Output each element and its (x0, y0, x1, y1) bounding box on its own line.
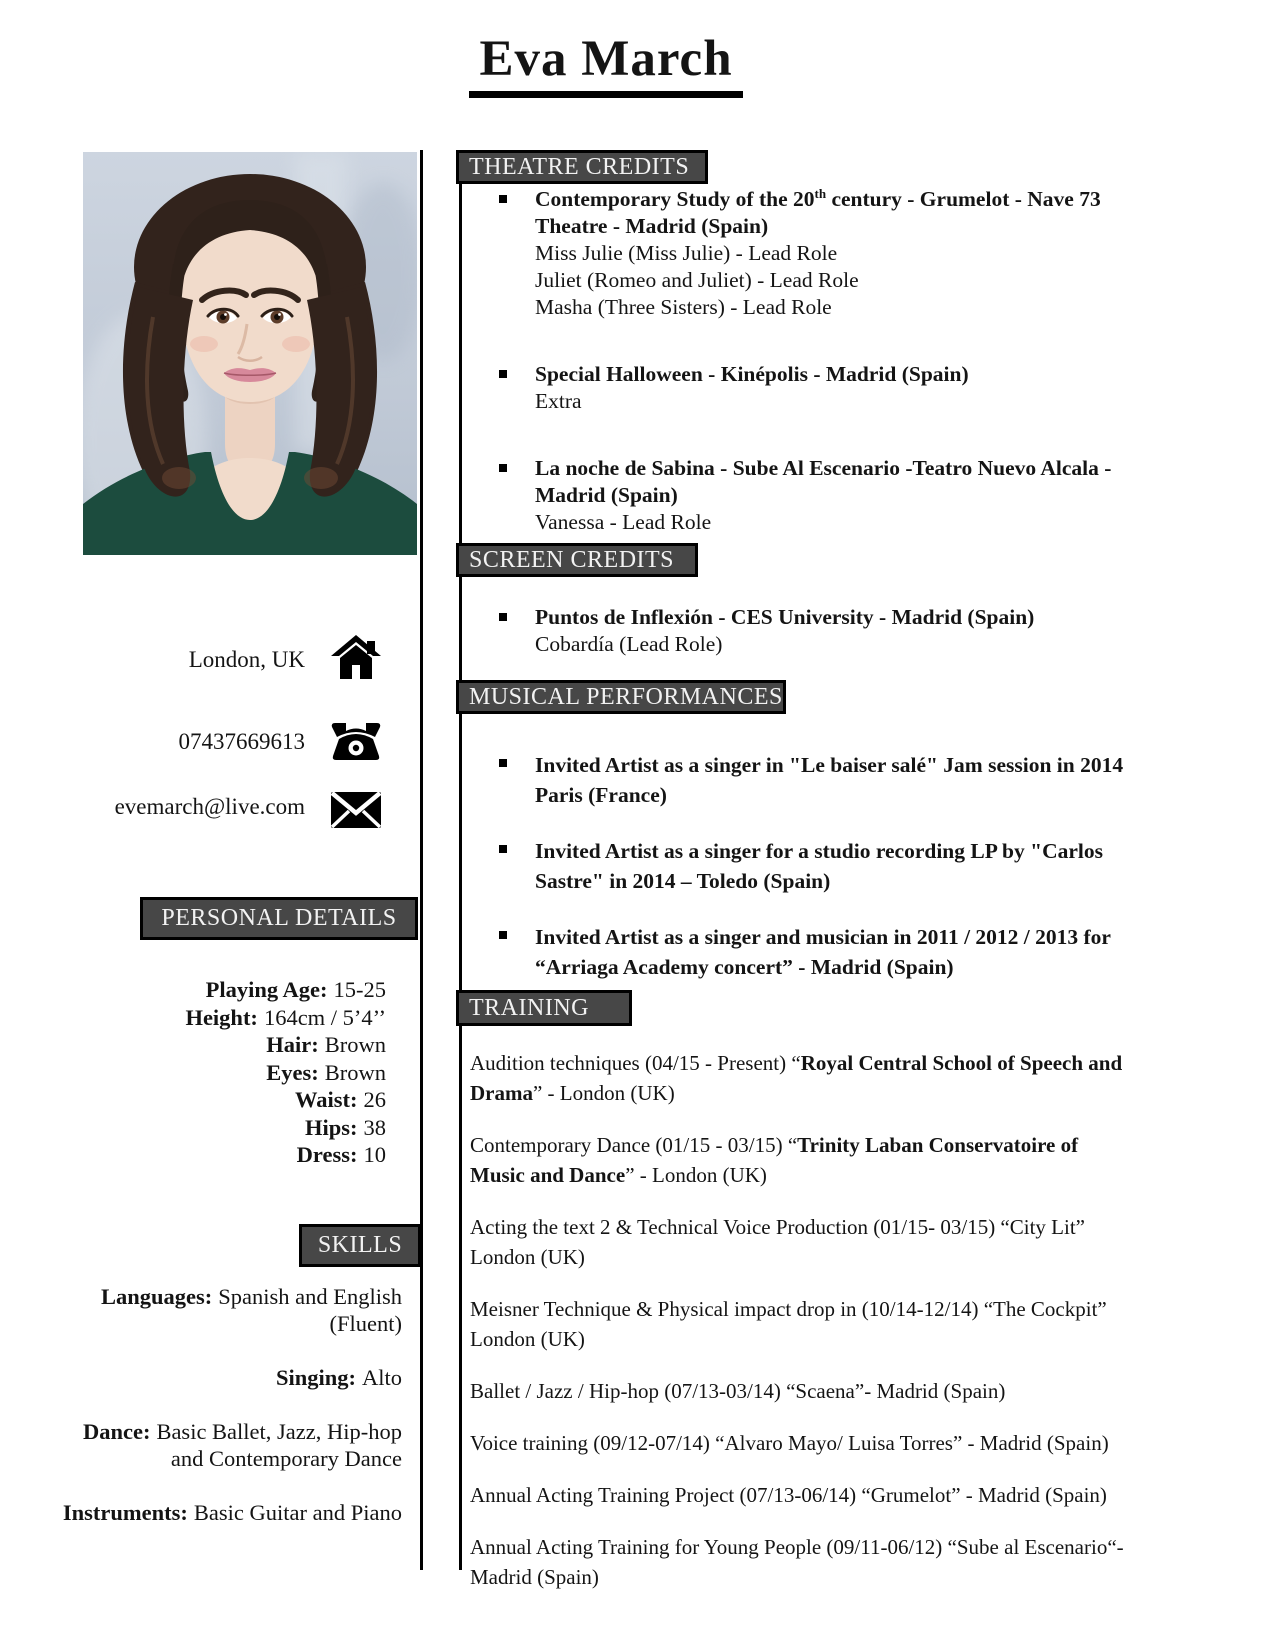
personal-detail-item (60, 1031, 386, 1059)
credit-title: La noche de Sabina - Sube Al Escenario -Teatro Nuevo Alcala - Madrid (Spain) (535, 456, 1112, 507)
credit-roles (535, 509, 1117, 536)
section-heading-skills (299, 1224, 421, 1267)
section-heading-theatre-credits (456, 150, 708, 184)
training-list (470, 1048, 1130, 1614)
skill-item (60, 1283, 402, 1337)
bullet-icon (499, 759, 507, 767)
detail-label: Hips: (304, 1114, 358, 1140)
credit-role-line: Cobardía (Lead Role) (535, 632, 723, 656)
page-title: Eva March (469, 30, 742, 98)
section-heading-musical-performances (456, 680, 786, 714)
musical-heading: MUSICAL PERFORMANCES (469, 683, 783, 710)
theatre-credits-list (497, 186, 1117, 576)
credit-title: Special Halloween - Kinépolis - Madrid (Spain) (535, 362, 969, 386)
personal-detail-item (60, 976, 386, 1004)
home-icon (330, 634, 382, 682)
personal-detail-item (60, 1141, 386, 1169)
personal-details-heading: PERSONAL DETAILS (161, 905, 397, 931)
screen-credit-item (497, 604, 1137, 658)
credit-title: Puntos de Inflexión - CES University - Madrid (Spain) (535, 605, 1035, 629)
credit-role-line: Extra (535, 389, 582, 413)
contact-email: evemarch@live.com (114, 794, 305, 819)
skill-label: Instruments: (62, 1500, 188, 1525)
training-item: Audition techniques (04/15 - Present) “Royal Central School of Speech and Drama” - London (UK) (470, 1051, 1123, 1105)
detail-label: Height: (185, 1004, 258, 1030)
skill-label: Singing: (275, 1365, 356, 1390)
training-item: Acting the text 2 & Technical Voice Production (01/15- 03/15) “City Lit” London (UK) (470, 1215, 1085, 1269)
musical-performance-item (497, 922, 1143, 982)
detail-value: Brown (324, 1059, 386, 1085)
section-heading-screen-credits (456, 543, 698, 577)
skill-label: Languages: (100, 1284, 213, 1309)
bullet-icon (499, 464, 507, 472)
headshot-illustration (83, 152, 417, 555)
theatre-credit-item (497, 361, 1117, 415)
musical-performance-item (497, 836, 1143, 896)
credit-role-line: Masha (Three Sisters) - Lead Role (535, 295, 832, 319)
skill-value: Basic Ballet, Jazz, Hip-hop and Contemporary Dance (156, 1419, 402, 1471)
musical-performance-item (497, 750, 1143, 810)
telephone-icon (330, 718, 382, 762)
credit-role-line: Miss Julie (Miss Julie) - Lead Role (535, 241, 838, 265)
bullet-icon (499, 370, 507, 378)
training-item: Meisner Technique & Physical impact drop in (10/14-12/14) “The Cockpit” London (UK) (470, 1297, 1107, 1351)
training-item: Voice training (09/12-07/14) “Alvaro Mayo/ Luisa Torres” - Madrid (Spain) (470, 1431, 1109, 1455)
contact-location: London, UK (188, 647, 305, 672)
detail-label: Waist: (294, 1087, 358, 1112)
detail-value: 26 (363, 1087, 386, 1112)
page-title-wrap (0, 30, 1212, 98)
training-item: Annual Acting Training for Young People (09/11-06/12) “Sube al Escenario“- Madrid (Spain) (470, 1535, 1124, 1589)
personal-detail-item (60, 1059, 386, 1087)
theatre-credit-item (497, 186, 1117, 321)
headshot-photo (83, 152, 417, 555)
training-heading: TRAINING (469, 994, 589, 1021)
skill-label: Dance: (82, 1419, 151, 1444)
skill-item (60, 1418, 402, 1472)
skill-item (60, 1364, 402, 1391)
training-item: Contemporary Dance (01/15 - 03/15) “Trinity Laban Conservatoire of Music and Dance” - London (UK) (470, 1133, 1079, 1187)
personal-detail-item (60, 1086, 386, 1114)
personal-detail-item (60, 1004, 386, 1032)
credit-roles (535, 631, 1137, 658)
screen-credits-list (497, 604, 1137, 658)
training-item: Annual Acting Training Project (07/13-06/14) “Grumelot” - Madrid (Spain) (470, 1483, 1107, 1507)
contact-phone: 07437669613 (178, 729, 305, 754)
detail-value: 15-25 (333, 977, 386, 1002)
theatre-heading: THEATRE CREDITS (469, 153, 690, 180)
credit-role-line: Juliet (Romeo and Juliet) - Lead Role (535, 268, 859, 292)
credit-title: Contemporary Study of the 20th century - Grumelot - Nave 73 Theatre - Madrid (Spain) (535, 185, 1101, 238)
skill-value: Spanish and English (Fluent) (218, 1284, 402, 1336)
detail-value: 10 (363, 1142, 386, 1167)
detail-label: Hair: (266, 1032, 319, 1057)
credit-roles (535, 240, 1117, 321)
detail-label: Dress: (296, 1142, 358, 1167)
detail-value: 164cm / 5’4’’ (263, 1004, 386, 1030)
detail-label: Eyes: (266, 1059, 319, 1085)
bullet-icon (499, 931, 507, 939)
personal-detail-item (60, 1114, 386, 1142)
screen-heading: SCREEN CREDITS (469, 546, 675, 573)
training-item: Ballet / Jazz / Hip-hop (07/13-03/14) “Scaena”- Madrid (Spain) (470, 1379, 1006, 1403)
section-heading-training (456, 990, 632, 1026)
skill-item (60, 1499, 402, 1526)
detail-label: Playing Age: (205, 977, 328, 1002)
credit-roles (535, 388, 1117, 415)
skills-heading: SKILLS (317, 1232, 403, 1258)
detail-value: Brown (324, 1032, 386, 1057)
detail-value: 38 (363, 1114, 386, 1140)
envelope-icon (330, 791, 382, 829)
performance-title: Invited Artist as a singer and musician in 2011 / 2012 / 2013 for “Arriaga Academy concert” - Madrid (Spain) (535, 925, 1111, 979)
credit-role-line: Vanessa - Lead Role (535, 510, 712, 534)
bullet-icon (499, 845, 507, 853)
skill-value: Basic Guitar and Piano (193, 1500, 402, 1525)
left-column-divider (420, 150, 423, 1570)
bullet-icon (499, 613, 507, 621)
theatre-credit-item (497, 455, 1117, 536)
personal-details-list (60, 976, 386, 1169)
performance-title: Invited Artist as a singer in "Le baiser salé" Jam session in 2014 Paris (France) (535, 753, 1124, 807)
right-column-divider (459, 150, 462, 1570)
skills-list (60, 1283, 402, 1553)
bullet-icon (499, 195, 507, 203)
skill-value: Alto (361, 1365, 402, 1390)
performance-title: Invited Artist as a singer for a studio recording LP by "Carlos Sastre" in 2014 – Toledo (Spain) (535, 839, 1103, 893)
section-heading-personal-details (140, 897, 418, 940)
musical-performances-list (497, 750, 1143, 1008)
